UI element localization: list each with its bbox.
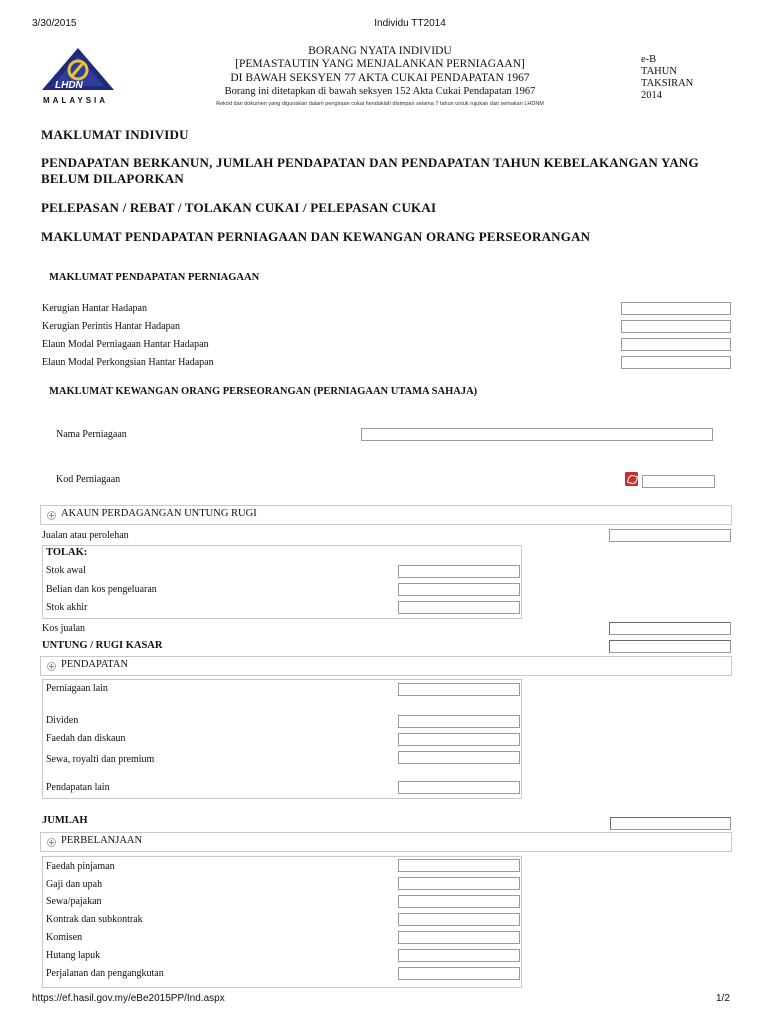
row-label: Kerugian Hantar Hadapan [42,303,147,314]
row-label: Elaun Modal Perniagaan Hantar Hadapan [42,339,209,350]
row-label: Kerugian Perintis Hantar Hadapan [42,321,181,332]
carried-forward-loss-input[interactable] [621,302,731,315]
personal-finance-title: MAKLUMAT KEWANGAN ORANG PERSEORANGAN (PERNIAGAAN UTAMA SAHAJA) [49,386,478,397]
business-name-input[interactable] [361,428,713,441]
other-income-input[interactable] [398,781,520,794]
trading-account-panel[interactable] [40,505,732,525]
total-input[interactable] [610,817,731,830]
year-label-2: TAKSIRAN [641,78,694,89]
header-line-4: Borang ini ditetapkan di bawah seksyen 152 Akta Cukai Pendapatan 1967 [224,86,536,97]
pioneer-loss-input[interactable] [621,320,731,333]
header-line-2: [PEMASTAUTIN YANG MENJALANKAN PERNIAGAAN] [235,58,525,70]
logo-lhdn-text: LHDN [55,80,83,91]
logo-country-text: MALAYSIA [43,96,109,105]
form-code: e-B [641,54,657,65]
business-capital-allowance-input[interactable] [621,338,731,351]
print-page: 1/2 [716,993,730,1004]
header-note: Rekod dan dokumen yang digunakan dalam pengiraan cukai hendaklah disimpan selama 7 tahun untuk rujukan dan semakan LHDNM [216,101,544,107]
sales-label: Jualan atau perolehan [42,530,129,541]
year-label-1: TAHUN [641,66,677,77]
other-business-input[interactable] [398,683,520,696]
row-label: Elaun Modal Perkongsian Hantar Hadapan [42,357,214,368]
expenses-panel[interactable] [40,832,732,852]
row-label: Faedah pinjaman [46,861,115,872]
row-label: Sewa, royalti dan premium [46,754,155,765]
gross-profit-input[interactable] [609,640,731,653]
business-income-title: MAKLUMAT PENDAPATAN PERNIAGAAN [49,272,260,283]
bad-debt-input[interactable] [398,949,520,962]
section-statutory-income[interactable]: PENDAPATAN BERKANUN, JUMLAH PENDAPATAN DAN PENDAPATAN TAHUN KEBELAKANGAN YANG [41,155,699,170]
header-line-1: BORANG NYATA INDIVIDU [308,45,452,57]
section-business-finance[interactable]: MAKLUMAT PENDAPATAN PERNIAGAAN DAN KEWANGAN ORANG PERSEORANGAN [41,229,591,244]
salary-wages-input[interactable] [398,877,520,890]
row-label: Kontrak dan subkontrak [46,914,143,925]
row-label: Pendapatan lain [46,782,110,793]
rent-royalty-input[interactable] [398,751,520,764]
row-label: Faedah dan diskaun [46,733,126,744]
header-line-3: DI BAWAH SEKSYEN 77 AKTA CUKAI PENDAPATAN 1967 [230,72,530,84]
lhdn-logo [38,46,118,106]
row-label: Belian dan kos pengeluaran [46,584,157,595]
section-individual-info[interactable]: MAKLUMAT INDIVIDU [41,127,189,142]
business-name-label: Nama Perniagaan [56,429,127,440]
income-panel[interactable] [40,656,732,676]
opening-stock-input[interactable] [398,565,520,578]
row-label: Gaji dan upah [46,879,103,890]
print-date: 3/30/2015 [32,18,77,29]
row-label: Hutang lapuk [46,950,101,961]
commission-input[interactable] [398,931,520,944]
rent-lease-input[interactable] [398,895,520,908]
section-relief[interactable]: PELEPASAN / REBAT / TOLAKAN CUKAI / PELEPASAN CUKAI [41,200,437,215]
row-label: Sewa/pajakan [46,896,102,907]
year-block [641,54,693,102]
row-label: Perniagaan lain [46,683,108,694]
panel-title: PENDAPATAN [61,659,129,670]
row-label: Dividen [46,715,79,726]
business-code-input[interactable] [642,475,715,488]
expand-icon[interactable] [47,511,56,520]
loan-interest-input[interactable] [398,859,520,872]
expand-icon[interactable] [47,662,56,671]
travel-input[interactable] [398,967,520,980]
row-label: Stok akhir [46,602,88,613]
contract-input[interactable] [398,913,520,926]
row-label: Perjalanan dan pengangkutan [46,968,164,979]
panel-title: AKAUN PERDAGANGAN UNTUNG RUGI [61,508,257,519]
partnership-capital-allowance-input[interactable] [621,356,731,369]
row-label: Komisen [46,932,83,943]
print-title: Individu TT2014 [374,18,446,29]
closing-stock-input[interactable] [398,601,520,614]
interest-discount-input[interactable] [398,733,520,746]
purchases-input[interactable] [398,583,520,596]
total-label: JUMLAH [42,815,88,826]
dividend-input[interactable] [398,715,520,728]
business-code-label: Kod Perniagaan [56,474,121,485]
gross-profit-label: UNTUNG / RUGI KASAR [42,640,163,651]
panel-title: PERBELANJAAN [61,835,143,846]
print-url: https://ef.hasil.gov.my/eBe2015PP/Ind.aspx [32,993,225,1004]
cost-of-sales-input[interactable] [609,622,731,635]
expand-icon[interactable] [47,838,56,847]
year-value: 2014 [641,90,662,101]
sales-input[interactable] [609,529,731,542]
less-label: TOLAK: [46,547,88,558]
row-label: Stok awal [46,565,86,576]
pdf-icon[interactable] [625,472,638,486]
cost-of-sales-label: Kos jualan [42,623,86,634]
section-statutory-income-2: BELUM DILAPORKAN [41,171,184,186]
